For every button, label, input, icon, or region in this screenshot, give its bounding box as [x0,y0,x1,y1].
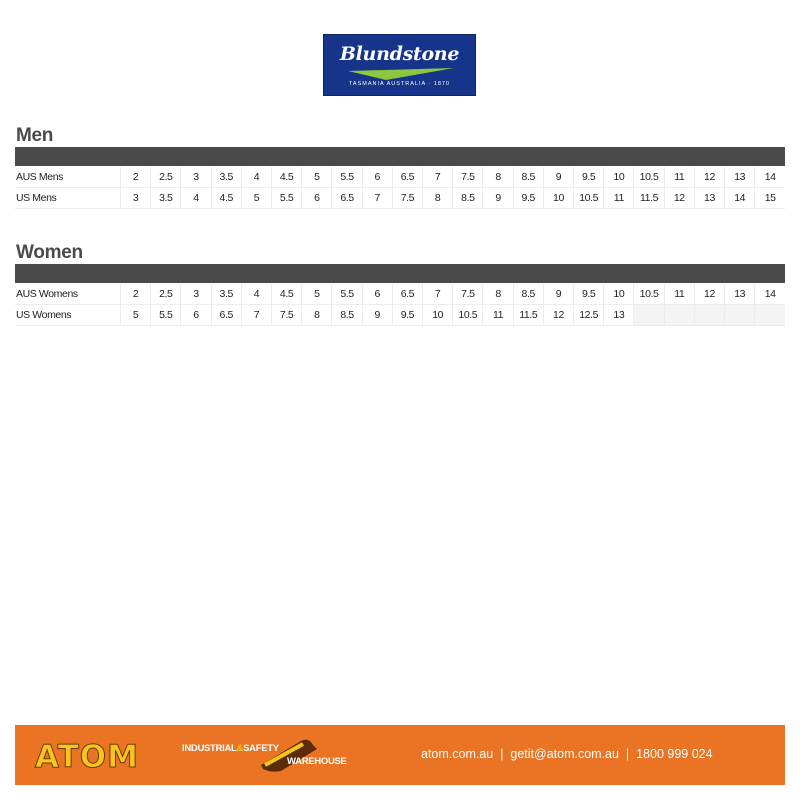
size-cell: 4 [241,167,271,188]
size-cell: 13 [725,167,755,188]
size-cell: 9.5 [574,284,604,305]
size-cell: 5.5 [272,188,302,209]
size-cell: 6.5 [392,167,422,188]
size-cell: 4 [181,188,211,209]
men-size-table [15,167,785,209]
size-cell: 10.5 [453,305,483,326]
size-cell: 7 [362,188,392,209]
size-cell: 3.5 [211,284,241,305]
size-cell: 9 [483,188,513,209]
women-size-table [15,284,785,326]
size-cell: 9 [543,284,573,305]
size-cell: 3 [121,188,151,209]
size-cell: 8 [483,284,513,305]
size-cell: 6 [302,188,332,209]
size-cell: 2.5 [151,167,181,188]
size-cell: 13 [725,284,755,305]
size-cell [634,305,664,326]
row-label: US Mens [15,188,121,209]
brand-logo [323,34,476,96]
size-cell: 2 [121,284,151,305]
size-cell: 11.5 [513,305,543,326]
table-row [15,305,785,326]
size-cell: 6 [181,305,211,326]
size-cell: 9 [362,305,392,326]
size-cell [694,305,724,326]
size-cell: 14 [755,284,785,305]
size-cell: 7 [241,305,271,326]
size-cell: 12 [694,167,724,188]
size-cell: 9.5 [513,188,543,209]
brand-logo-wordmark: Blundstone [339,43,460,65]
size-cell: 9.5 [574,167,604,188]
size-cell: 7.5 [392,188,422,209]
size-cell: 5.5 [332,284,362,305]
size-cell: 9.5 [392,305,422,326]
size-cell: 6.5 [332,188,362,209]
size-cell: 3.5 [151,188,181,209]
size-cell: 6 [362,284,392,305]
size-cell: 11 [483,305,513,326]
women-section-title: Women [16,242,83,263]
size-cell: 10.5 [634,284,664,305]
table-row [15,167,785,188]
footer-tagline-amp: & [236,743,244,754]
boot-icon [255,735,319,773]
size-cell: 8 [483,167,513,188]
size-cell: 7.5 [453,284,483,305]
size-cell: 8.5 [453,188,483,209]
size-cell: 12.5 [574,305,604,326]
size-cell: 7 [423,167,453,188]
size-cell: 13 [604,305,634,326]
size-cell: 5.5 [151,305,181,326]
table-row [15,284,785,305]
size-cell: 6.5 [211,305,241,326]
men-section-title: Men [16,125,54,146]
size-cell: 6 [362,167,392,188]
size-cell: 4.5 [272,167,302,188]
size-cell: 12 [543,305,573,326]
size-cell: 2 [121,167,151,188]
size-cell: 8.5 [332,305,362,326]
size-cell: 9 [543,167,573,188]
size-cell: 10 [423,305,453,326]
size-cell: 10 [543,188,573,209]
footer-tagline-safety: SAFETY [243,743,279,754]
size-cell: 7.5 [453,167,483,188]
row-label: AUS Mens [15,167,121,188]
size-cell: 3 [181,167,211,188]
footer-banner [15,725,785,785]
size-cell: 8.5 [513,167,543,188]
size-cell: 8 [423,188,453,209]
size-cell: 11 [664,167,694,188]
size-cell: 5 [302,167,332,188]
size-cell [755,305,785,326]
size-cell: 5.5 [332,167,362,188]
size-cell: 5 [302,284,332,305]
size-cell: 10.5 [634,167,664,188]
size-cell: 11 [604,188,634,209]
size-cell: 14 [755,167,785,188]
size-cell: 7 [423,284,453,305]
size-cell: 14 [725,188,755,209]
row-label: AUS Womens [15,284,121,305]
size-cell: 13 [694,188,724,209]
size-cell [725,305,755,326]
size-cell: 3 [181,284,211,305]
size-cell: 7.5 [272,305,302,326]
footer-contact-info: atom.com.au | getit@atom.com.au | 1800 999 024 [421,747,713,761]
size-cell: 4 [241,284,271,305]
row-label: US Womens [15,305,121,326]
atom-logo: ATOM [35,739,139,775]
size-cell: 8 [302,305,332,326]
brand-tagline: TASMANIA AUSTRALIA · 1870 [348,81,450,87]
size-cell: 12 [664,188,694,209]
size-cell [664,305,694,326]
women-header-bar [15,264,785,283]
size-cell: 11.5 [634,188,664,209]
size-cell: 10 [604,167,634,188]
size-cell: 4.5 [272,284,302,305]
men-header-bar [15,147,785,166]
size-cell: 2.5 [151,284,181,305]
brand-swoosh-icon [346,67,456,81]
table-row [15,188,785,209]
footer-tagline-industrial: INDUSTRIAL [182,743,237,754]
size-cell: 15 [755,188,785,209]
footer-tagline-bottom: WAREHOUSE [287,756,347,767]
size-cell: 8.5 [513,284,543,305]
size-cell: 4.5 [211,188,241,209]
size-cell: 5 [241,188,271,209]
size-cell: 6.5 [392,284,422,305]
size-cell: 10 [604,284,634,305]
size-cell: 10.5 [574,188,604,209]
size-cell: 12 [694,284,724,305]
size-cell: 5 [121,305,151,326]
size-cell: 11 [664,284,694,305]
size-cell: 3.5 [211,167,241,188]
